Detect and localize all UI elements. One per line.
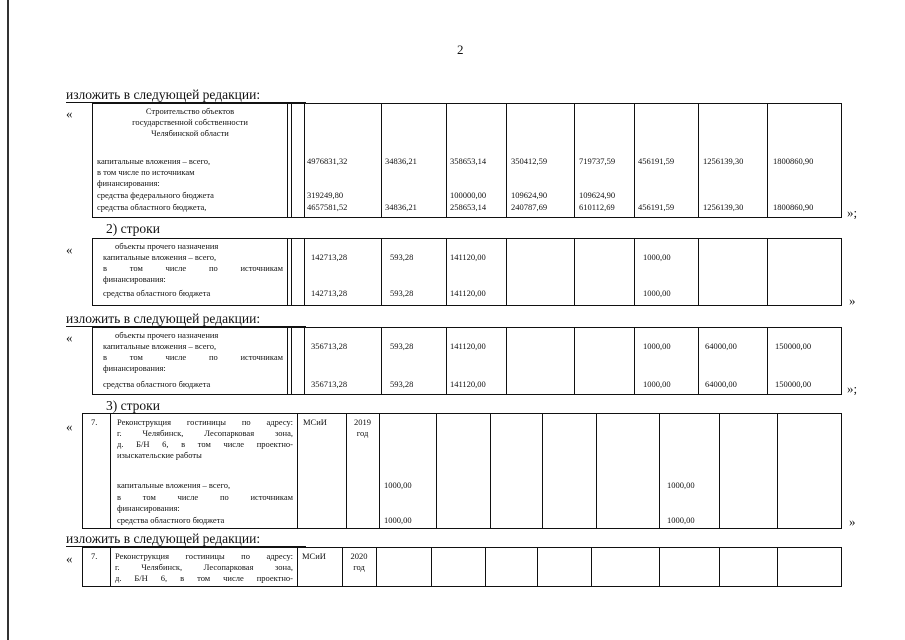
year: 2019 (354, 417, 371, 427)
title-line: Строительство объектов (145, 106, 235, 116)
open-quote-3: « (66, 330, 73, 345)
cell-value: 1000,00 (384, 480, 412, 490)
row-label: финансирования: (117, 503, 180, 513)
row-label: капитальные вложения – всего, (103, 341, 217, 351)
cell-value: 1256139,30 (703, 202, 744, 212)
description-line: г. Челябинск, Лесопарковая зона, (115, 562, 293, 572)
open-quote-1: « (66, 106, 73, 121)
edit-heading-1: изложить в следующей редакции: (66, 88, 306, 103)
cell-value: 4976831,32 (307, 156, 348, 166)
description-line: д. Б/Н 6, в том числе проектно- (115, 573, 293, 583)
cell-value: 34836,21 (385, 156, 417, 166)
row-label: финансирования: (103, 363, 166, 373)
table-block-4 (82, 413, 842, 529)
rows-heading-2: 2) строки (106, 221, 160, 236)
cell-value: 142713,28 (311, 288, 348, 298)
row-label: капитальные вложения – всего, (117, 480, 231, 490)
organization: МСиИ (303, 417, 327, 427)
cell-value: 456191,59 (638, 156, 675, 166)
table-block-5 (82, 547, 842, 587)
scan-border-line (7, 0, 9, 640)
year-unit: год (353, 562, 365, 572)
rows-heading-3: 3) строки (106, 398, 160, 413)
open-quote-4: « (66, 419, 73, 434)
table-block-3 (92, 327, 842, 395)
row-label: финансирования: (103, 274, 166, 284)
cell-value: 64000,00 (705, 341, 737, 351)
row-label: средства областного бюджета (117, 515, 225, 525)
row-label: средства областного бюджета, (97, 202, 207, 212)
cell-value: 1000,00 (667, 480, 695, 490)
cell-value: 456191,59 (638, 202, 675, 212)
cell-value: 1800860,90 (773, 202, 814, 212)
cell-value: 1000,00 (643, 252, 671, 262)
cell-value: 356713,28 (311, 341, 348, 351)
row-label: в том числе по источникам (103, 352, 283, 362)
edit-heading-3: изложить в следующей редакции: (66, 532, 306, 547)
row-label: объекты прочего назначения (115, 241, 219, 251)
open-quote-2: « (66, 242, 73, 257)
cell-value: 1000,00 (667, 515, 695, 525)
cell-value: 593,28 (390, 379, 414, 389)
cell-value: 1800860,90 (773, 156, 814, 166)
row-label: финансирования: (97, 178, 160, 188)
cell-value: 109624,90 (579, 190, 616, 200)
cell-value: 719737,59 (579, 156, 616, 166)
row-number: 7. (91, 417, 98, 427)
cell-value: 1000,00 (643, 288, 671, 298)
row-label: в том числе по источникам (117, 492, 293, 502)
cell-value: 64000,00 (705, 379, 737, 389)
title-line: государственной собственности (132, 117, 248, 127)
row-label: средства областного бюджета (103, 288, 211, 298)
cell-value: 593,28 (390, 288, 414, 298)
cell-value: 258653,14 (450, 202, 487, 212)
table-block-2 (92, 238, 842, 306)
cell-value: 319249,80 (307, 190, 344, 200)
cell-value: 34836,21 (385, 202, 417, 212)
cell-value: 240787,69 (511, 202, 548, 212)
cell-value: 356713,28 (311, 379, 348, 389)
row-label: средства федерального бюджета (97, 190, 214, 200)
close-quote-1: »; (847, 205, 858, 220)
year: 2020 (350, 551, 368, 561)
cell-value: 350412,59 (511, 156, 548, 166)
description-line: г. Челябинск, Лесопарковая зона, (117, 428, 293, 438)
cell-value: 4657581,52 (307, 202, 348, 212)
open-quote-5: « (66, 551, 73, 566)
cell-value: 150000,00 (775, 379, 812, 389)
close-quote-4: » (849, 514, 856, 529)
cell-value: 1000,00 (643, 379, 671, 389)
close-quote-2: » (849, 293, 856, 308)
row-label: капитальные вложения – всего, (103, 252, 217, 262)
year-unit: год (356, 428, 369, 438)
cell-value: 610112,69 (579, 202, 615, 212)
row-label: объекты прочего назначения (115, 330, 219, 340)
cell-value: 141120,00 (450, 252, 486, 262)
row-label: средства областного бюджета (103, 379, 211, 389)
row-label: капитальные вложения – всего, (97, 156, 211, 166)
description-line: изыскательские работы (117, 450, 202, 460)
cell-value: 1000,00 (384, 515, 412, 525)
page-number: 2 (457, 42, 464, 57)
description-line: д. Б/Н 6, в том числе проектно- (117, 439, 293, 449)
description-line: Реконструкция гостиницы по адресу: (117, 417, 293, 427)
cell-value: 141120,00 (450, 288, 486, 298)
cell-value: 150000,00 (775, 341, 812, 351)
cell-value: 593,28 (390, 252, 414, 262)
title-line: Челябинской области (151, 128, 229, 138)
cell-value: 593,28 (390, 341, 414, 351)
row-label: в том числе по источникам (103, 263, 283, 273)
cell-value: 141120,00 (450, 379, 486, 389)
edit-heading-2: изложить в следующей редакции: (66, 312, 306, 327)
cell-value: 141120,00 (450, 341, 486, 351)
cell-value: 142713,28 (311, 252, 348, 262)
organization: МСиИ (302, 551, 326, 561)
cell-value: 109624,90 (511, 190, 548, 200)
row-label: в том числе по источникам (97, 167, 195, 177)
cell-value: 358653,14 (450, 156, 487, 166)
cell-value: 100000,00 (450, 190, 487, 200)
table-block-1 (92, 103, 842, 218)
close-quote-3: »; (847, 381, 858, 396)
cell-value: 1256139,30 (703, 156, 744, 166)
row-number: 7. (91, 551, 98, 561)
description-line: Реконструкция гостиницы по адресу: (115, 551, 293, 561)
cell-value: 1000,00 (643, 341, 671, 351)
